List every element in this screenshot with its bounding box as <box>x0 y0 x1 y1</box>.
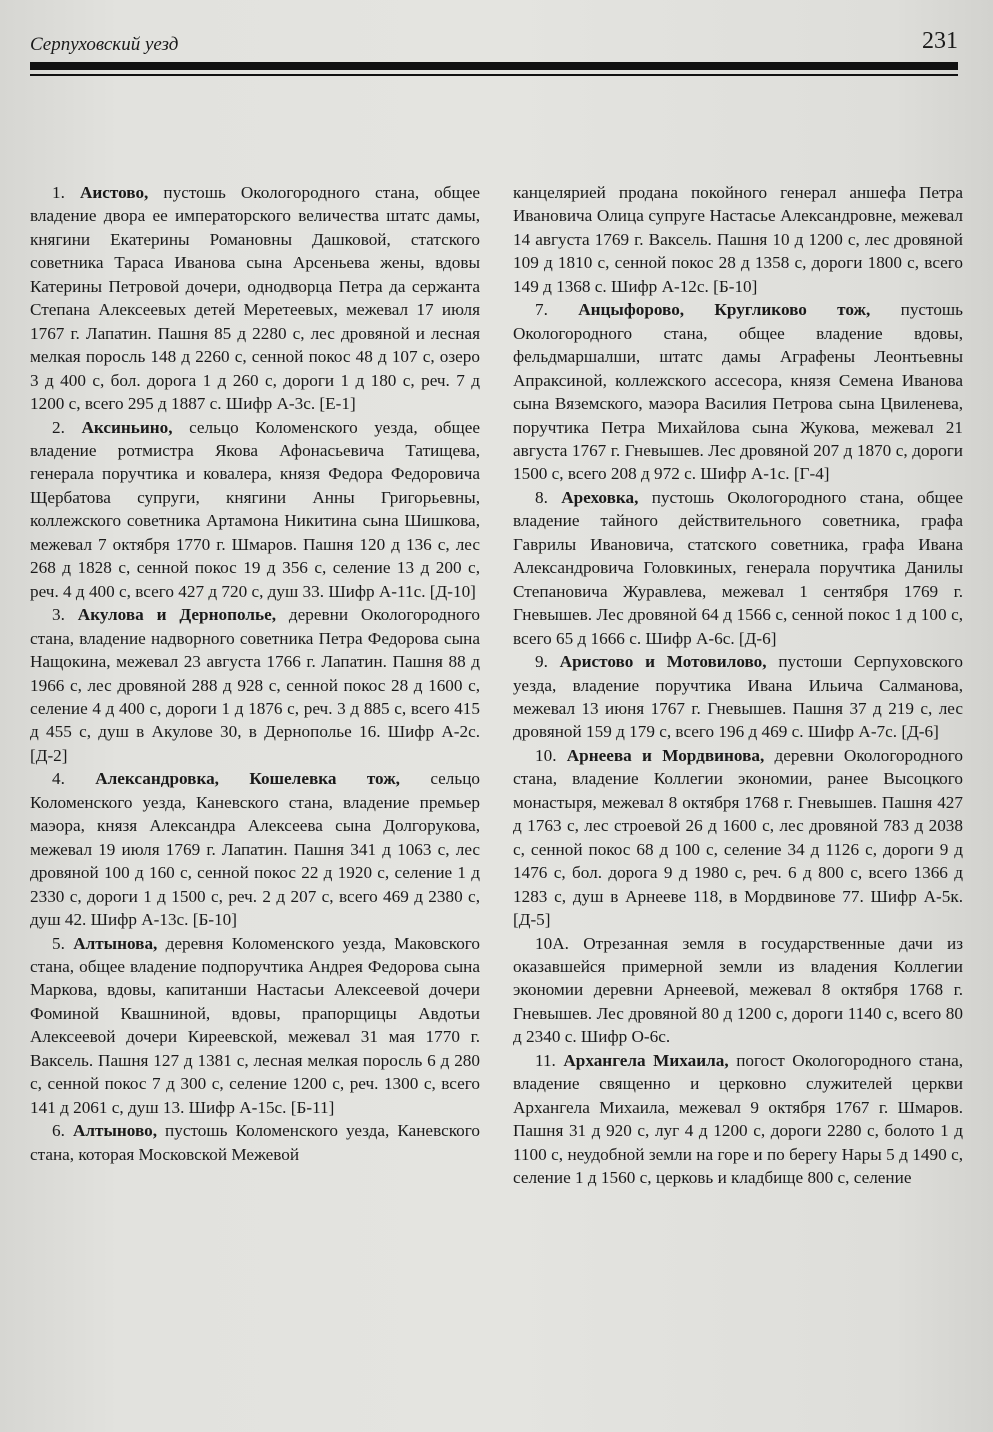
entry-number: 10А. <box>535 933 569 953</box>
entry-5 <box>30 932 480 1120</box>
entry-number: 5. <box>52 933 65 953</box>
entry-number: 4. <box>52 769 65 789</box>
entry-name: Акулова и Дернополье, <box>77 605 277 625</box>
entry-name: Ареховка, <box>561 487 639 507</box>
entry-number: 6. <box>52 1121 65 1141</box>
entry-7 <box>513 298 963 486</box>
entry-name: Аистово, <box>79 183 149 202</box>
entry-1 <box>30 181 480 416</box>
left-column <box>30 181 480 1166</box>
entry-text: сельцо Коломенского уезда, общее владение ротмистра Якова Афонасьевича Татищева, генерала поручтика и ковалера, князя Федора Федоровича Щербатова супруги, княгини Анны Григорьевны, коллежского советника Артамона Никитина сына Шишкова, межевал 7 октября 1770 г. Шмаров. Пашня 120 д 136 с, лес 268 д 1828 с, сенной покос 19 д 356 с, селение 13 д 200 с, реч. 4 д 400 с, всего 427 д 720 с, душ 33. Шифр А-11с. [Д-10] <box>30 417 481 601</box>
entry-number: 7. <box>535 300 548 320</box>
entry-6-continued <box>513 181 963 298</box>
entry-text: погост Окологородного стана, владение священно и церковно служителей церкви Архангела Михаила, межевал 9 октября 1767 г. Шмаров. Пашня 31 д 920 с, луг 4 д 1200 с, дороги 2280 с, болото 1 д 1100 с, неудобной земли на горе и по берегу Нары 5 д 1490 с, селение 1 д 1560 с, церковь и кладбище 800 с, селение <box>513 1050 964 1188</box>
entry-name: Архангела Михаила, <box>563 1050 729 1070</box>
entry-name: Алтынова, <box>73 933 158 953</box>
right-column <box>513 181 963 1189</box>
entry-text: деревни Окологородного стана, владение надворного советника Петра Федорова сына Нащокина, межевал 23 августа 1766 г. Лапатин. Пашня 88 д 1966 с, лес дровяной 288 д 928 с, сенной покос 28 д 1600 с, селение 4 д 400 с, дороги 1 д 1876 с, реч. 3 д 885 с, всего 415 д 455 с, душ в Акулове 30, в Дернополье 16. Шифр А-2с. [Д-2] <box>30 605 480 765</box>
entry-number: 10. <box>535 745 557 765</box>
entry-4 <box>30 767 480 931</box>
running-title: Серпуховский уезд <box>30 34 179 55</box>
entry-text: Отрезанная земля в государственные дачи из оказавшейся примерной земли из владения Коллегии экономии деревни Арнеевой, межевал 8 октября 1768 г. Гневышев. Лес дровяной 80 д 1200 с, дороги 1140 с, всего 80 д 2340 с. Шифр О-6с. <box>513 933 963 1047</box>
entry-11 <box>513 1049 963 1190</box>
entry-number: 2. <box>52 417 65 437</box>
entry-name: Алтыново, <box>72 1121 157 1141</box>
entry-name: Аксиньино, <box>81 417 173 437</box>
entry-3 <box>30 603 480 767</box>
entry-name: Александровка, Кошелевка тож, <box>95 769 400 789</box>
entry-number: 1. <box>52 183 65 202</box>
entry-8 <box>513 486 963 650</box>
entry-text: пустоши Серпуховского уезда, владение поручтика Ивана Ильича Салманова, межевал 13 июня 1767 г. Гневышев. Пашня 37 д 219 с, лес дровяной 159 д 179 с, всего 196 д 469 с. Шифр А-7с. [Д-6] <box>513 652 963 742</box>
bleed-through-right <box>520 86 970 178</box>
bleed-through-left <box>40 86 490 178</box>
entry-number: 9. <box>535 652 548 672</box>
page-number: 231 <box>922 28 958 54</box>
entry-name: Анцыфорово, Кругликово тож, <box>578 300 871 320</box>
entry-text: пустошь Окологородного стана, общее владение тайного действительного советника, графа Гаврилы Ивановича, статского советника, графа Ивана Александровича Головкиных, генерала поручтика Данилы Степановича Журавлева, межевал 1 сентября 1769 г. Гневышев. Лес дровяной 64 д 1566 с, сенной покос 1 д 100 с, всего 65 д 1666 с. Шифр А-6с. [Д-6] <box>513 487 964 648</box>
entry-text: пустошь Окологородного стана, общее владение вдовы, фельдмаршалши, штатс дамы Аграфены Леонтьевны Апраксиной, коллежского ассесора, князя Семена Иванова сына Вяземского, маэора Василия Петрова сына Цвиленева, поручтика Петра Михайлова сына Жукова, межевал 21 августа 1767 г. Гневышев. Лес дровяной 207 д 1870 с, дороги 1500 с, всего 208 д 972 с. Шифр А-1с. [Г-4] <box>513 300 964 484</box>
entry-number: 11. <box>535 1050 556 1070</box>
header-rule-thin <box>30 74 958 76</box>
entry-number: 8. <box>535 487 548 507</box>
entry-10 <box>513 744 963 932</box>
entry-number: 3. <box>52 605 65 625</box>
entry-text: деревня Коломенского уезда, Маковского стана, общее владение подпоручтика Андрея Федорова сына Маркова, вдовы, капитанши Настасьи Алексеевой дочери Фоминой Квашниной, вдовы, прапорщицы Авдотьи Алексеевой дочери Киреевской, межевал 31 мая 1770 г. Ваксель. Пашня 127 д 1381 с, лесная мелкая поросль 6 д 280 с, сенной покос 7 д 300 с, селение 1200 с, реч. 1300 с, всего 141 д 2061 с, душ 13. Шифр А-15с. [Б-11] <box>30 933 481 1117</box>
entry-text: пустошь Коломенского уезда, Каневского стана, которая Московской Межевой <box>30 1121 480 1164</box>
entry-text: сельцо Коломенского уезда, Каневского стана, владение премьер маэора, князя Александра Алексеева сына Долгорукова, межевал 19 июля 1769 г. Лапатин. Пашня 341 д 1063 с, лес дровяной 100 д 160 с, сенной покос 22 д 1920 с, селение 1 д 2330 с, дороги 1 д 1500 с, реч. 2 д 207 с, всего 469 д 2380 с, душ 42. Шифр А-13с. [Б-10] <box>30 769 480 930</box>
entry-6 <box>30 1119 480 1166</box>
entry-text: деревни Окологородного стана, владение Коллегии экономии, ранее Высоцкого монастыря, межевал 8 октября 1768 г. Гневышев. Пашня 427 д 1763 с, лес строевой 26 д 1600 с, лес дровяной 783 д 2038 с, сенной покос 68 д 100 с, селение 34 д 1126 с, дороги 9 д 1476 с, бол. дорога 9 д 1980 с, реч. 6 д 800 с, всего 1366 д 1283 с, душ в Арнееве 118, в Мордвинове 77. Шифр А-5к. [Д-5] <box>513 745 964 930</box>
entry-2 <box>30 416 480 604</box>
entry-name: Арнеева и Мордвинова, <box>566 745 765 765</box>
header-rule-thick <box>30 62 958 70</box>
entry-10a <box>513 932 963 1049</box>
entry-text: канцелярией продана покойного генерал аншефа Петра Ивановича Олица супруге Настасье Александровне, межевал 14 августа 1769 г. Ваксель. Пашня 10 д 1200 с, лес дровяной 109 д 1810 с, сенной покос 28 д 1358 с, дороги 1800 с, всего 149 д 1368 с. Шифр А-12с. [Б-10] <box>513 183 963 296</box>
entry-name: Аристово и Мотовилово, <box>559 652 767 672</box>
entry-text: пустошь Окологородного стана, общее владение двора ее императорского величества штатс дамы, княгини Екатерины Романовны Дашковой, статского советника Тараса Иванова сына Арсеньева жены, вдовы Катерины Петровой дочери, однодворца Петра да сержанта Степана Алексеевых детей Меретеевых, межевал 17 июля 1767 г. Лапатин. Пашня 85 д 2280 с, лес дровяной и лесная мелкая поросль 148 д 2260 с, сенной покос 48 д 107 с, озеро 3 д 400 с, бол. дорога 1 д 260 с, дороги 1 д 180 с, реч. 7 д 1200 с, всего 295 д 1887 с. Шифр А-3с. [Е-1] <box>30 183 481 414</box>
entry-9 <box>513 650 963 744</box>
